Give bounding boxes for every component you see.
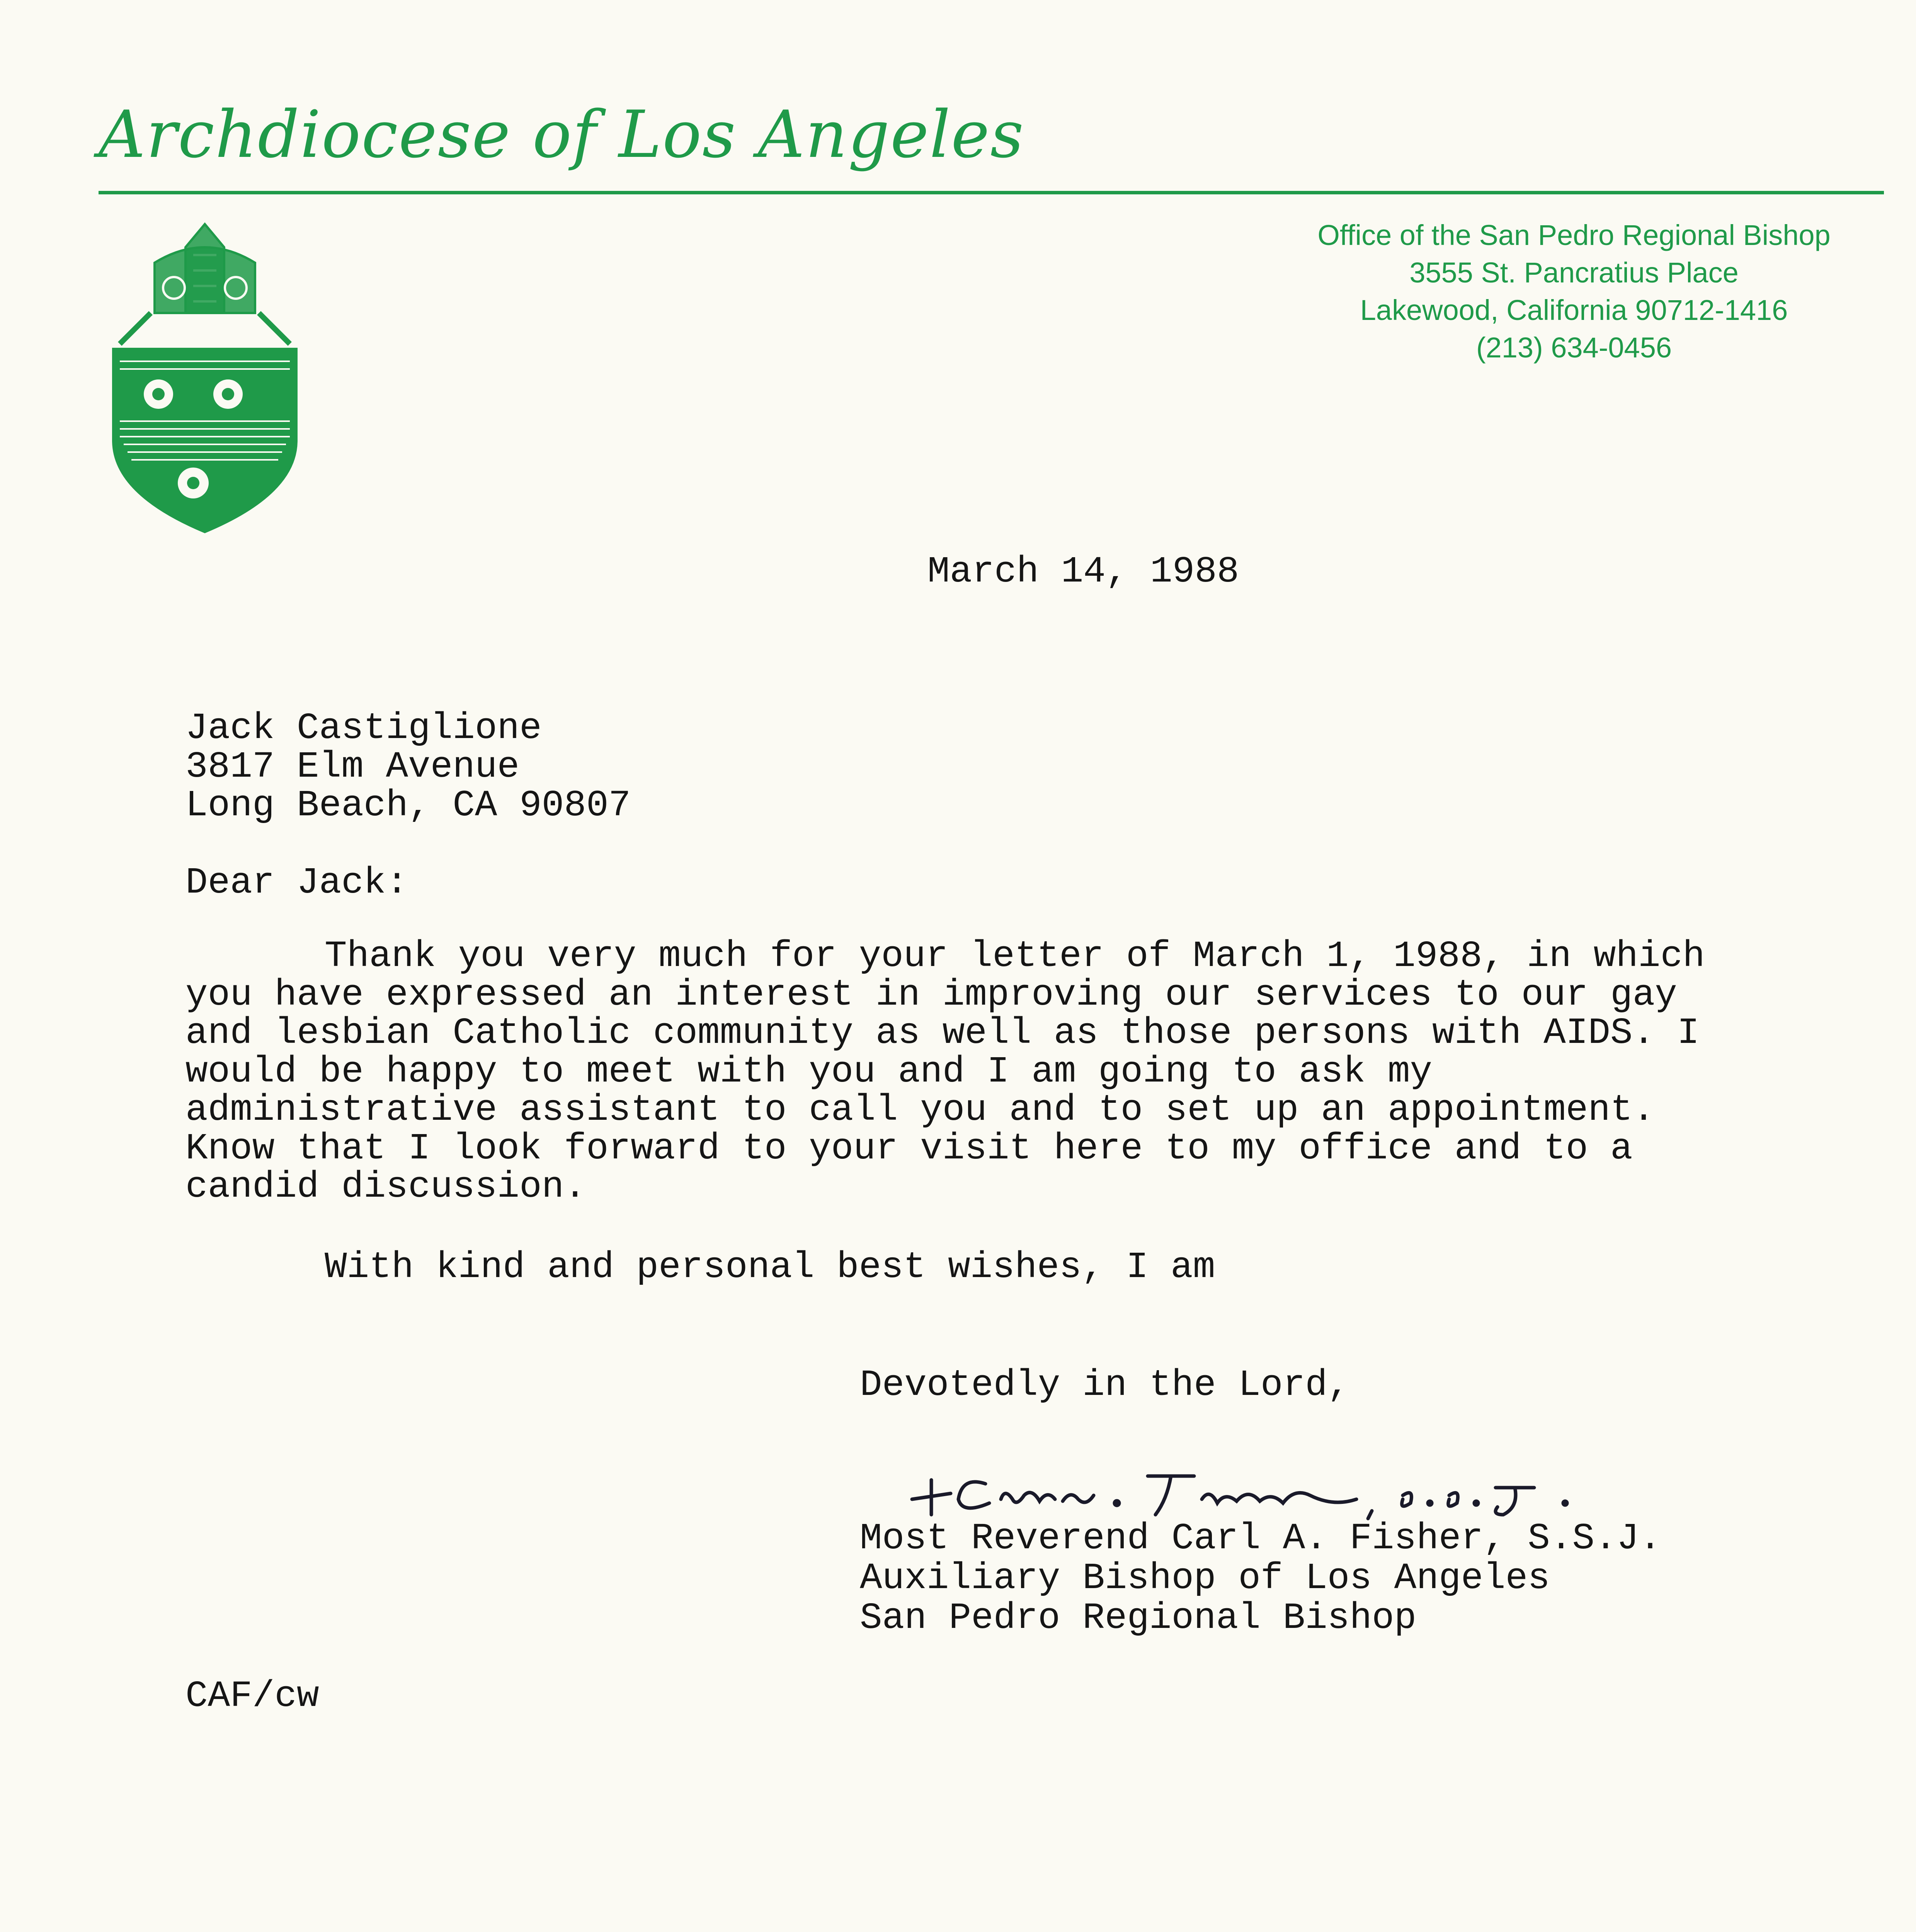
office-street: 3555 St. Pancratius Place (1409, 257, 1739, 289)
office-phone: (213) 634-0456 (1476, 332, 1672, 364)
signer-block (860, 1519, 1661, 1638)
signer-title-2: San Pedro Regional Bishop (860, 1597, 1417, 1639)
signer-name: Most Reverend Carl A. Fisher, S.S.J. (860, 1517, 1661, 1560)
letterhead-title: Archdiocese of Los Angeles (99, 97, 1024, 172)
recipient-city: Long Beach, CA 90807 (185, 784, 631, 827)
office-name: Office of the San Pedro Regional Bishop (1317, 219, 1831, 251)
letter-date: March 14, 1988 (927, 551, 1239, 593)
closing-line: With kind and personal best wishes, I am (325, 1246, 1215, 1288)
letter-body: Thank you very much for your letter of March 1, 1988, in which you have expressed an interest in improving our services to our gay and lesbian Catholic community as well as those persons with AIDS. I would be happy to meet with you and I am going to ask my administrative assistant to call you and to set up an appointment. Know that I look forward to your visit here to my office and to a candid discussion. (185, 935, 1705, 1208)
recipient-name: Jack Castiglione (185, 707, 542, 749)
typist-initials: CAF/cw (185, 1675, 319, 1717)
office-city: Lakewood, California 90712-1416 (1360, 294, 1788, 326)
signer-title: Auxiliary Bishop of Los Angeles (860, 1557, 1550, 1599)
letterhead-rule (99, 191, 1884, 194)
complimentary-close: Devotedly in the Lord, (860, 1364, 1350, 1406)
recipient-address (185, 709, 631, 825)
recipient-street: 3817 Elm Avenue (185, 746, 520, 788)
handwritten-signature (900, 1453, 1673, 1522)
salutation: Dear Jack: (185, 862, 408, 904)
archdiocese-crest-icon (97, 216, 313, 537)
office-address-block (1265, 216, 1883, 366)
